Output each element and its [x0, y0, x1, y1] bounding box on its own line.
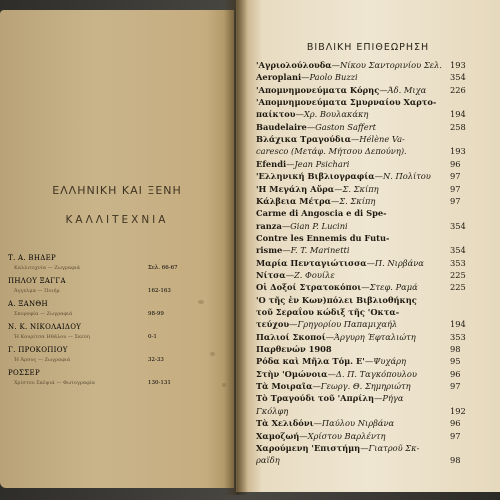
index-entry-title: Τὰ Χελιδόνι: [256, 418, 314, 429]
index-entry-text: Κάλβεια Μέτρα—Σ. Σκίπη: [256, 195, 376, 206]
index-entry-text: Χαρούμενη 'Επιστήμη—Γιατροῦ Σκ-: [256, 442, 420, 453]
index-line: [256, 332, 480, 345]
left-entry-pages: Σελ. 66-67: [148, 265, 178, 271]
index-page-number: 97: [450, 195, 461, 206]
index-entry-title: 'Ο τῆς ἐν Κων)πόλει Βιβλιοθήκης: [256, 294, 417, 305]
index-line: [256, 245, 480, 258]
index-entry-author: Ν. Πολίτου: [382, 171, 431, 182]
index-entry-author: Γρηγορίου Παπαμιχαήλ: [297, 319, 398, 330]
index-entry-text: παίκτου—Χρ. Βουλακάκη: [256, 109, 369, 120]
index-entry-text: 'Η Μεγάλη Αὔρα—Σ. Σκίπη: [256, 183, 379, 194]
left-entry-pages: 162-163: [148, 288, 171, 294]
index-entry-text: [256, 307, 399, 317]
index-entry-title: Τὸ Τραγούδι τοῦ 'Απρίλη: [256, 393, 375, 404]
index-entry-title: 'Η Μεγάλη Αὔρα: [256, 183, 335, 194]
index-page-number: 225: [450, 282, 466, 293]
index-entry-title: Baudelaire: [256, 121, 307, 132]
index-entry-title: 'Αγριολούλουδα: [256, 60, 332, 70]
index-entry-author: Paolo Buzzi: [309, 72, 358, 83]
index-page-number: 353: [450, 257, 466, 268]
left-entry-author: Γ. ΠΡΟΚΟΠΙΟΥ: [8, 346, 68, 354]
index-entry-text: Στὴν 'Ομώνοια—Δ. Π. Ταγκόπουλου: [256, 368, 417, 379]
index-page-number: 97: [450, 430, 461, 441]
left-entry-work: Ἡ Κουρίτσα Ηθάλου — Σκεύη: [14, 334, 90, 340]
index-entry-title: risme: [256, 245, 283, 256]
index-line: [256, 356, 480, 369]
left-entry-author: ΠΗΛΟΥ ΞΑΓΓΑ: [8, 277, 66, 285]
index-line: [256, 381, 480, 394]
left-entry-pages: 98-99: [148, 311, 164, 317]
index-line: [256, 406, 480, 419]
left-entry-author: Τ. Α. ΒΗΔΕΡ: [8, 254, 57, 262]
index-line: [256, 159, 480, 172]
index-entry-text: [256, 295, 417, 305]
page-stain: [222, 383, 226, 387]
index-line: [256, 134, 480, 147]
index-page-number: 354: [450, 220, 466, 231]
index-entry-author: Π. Νιρβάνα: [374, 257, 424, 268]
index-entry-author: Νίκου Σαντορινίου: [339, 60, 422, 70]
index-line: [256, 208, 480, 221]
index-entry-author: Άργυρη Έφταλιώτη: [334, 331, 416, 342]
index-page-number: 98: [450, 344, 461, 355]
index-entry-title: 'Απομνημονεύματα Κόρης: [256, 84, 380, 95]
index-entry-title: Carme di Angoscia e di Spe-: [256, 208, 387, 219]
index-entry-title: Βλάχικα Τραγούδια: [256, 134, 351, 145]
left-entry-work: Χρίστου Σκέψιά — Φωτογραφία: [14, 380, 96, 386]
index-entry-text: Τὰ Μοιραῖα—Γεωργ. Θ. Σημηριώτη: [256, 381, 411, 392]
index-page-number: 97: [450, 183, 461, 194]
index-entry-title: 'Απομνημονεύματα Σμυρναίου Χαρτο-: [256, 97, 437, 108]
index-page-number: 225: [450, 269, 466, 280]
index-entry-author: Δ. Π. Ταγκόπουλου: [335, 368, 417, 379]
index-entry-title: Ρόδα καὶ Μῆλα Τόμ. Ε': [256, 356, 365, 367]
index-line: [256, 443, 480, 456]
left-entry-work: Ἡ Άρσος — Ζωγραφιά: [14, 357, 71, 363]
index-entry-author: Παύλου Νιρβάνα: [321, 418, 395, 429]
index-line: [256, 319, 480, 332]
index-entry-author: Ρήγα: [382, 393, 404, 404]
left-entry-work: Σκυροφία — Ζωγραφιά: [14, 311, 73, 317]
index-entry-title: 'Ελληνική Βιβλιογραφία: [256, 171, 375, 182]
right-page-title: ΒΙΒΛΙΚΗ ΕΠΙΘΕΩΡΗΣΗ: [306, 42, 430, 53]
index-entry-author: Χρίστου Βαρλέντη: [307, 430, 386, 441]
index-line: [256, 295, 480, 308]
index-entry-title: τεύχου: [256, 319, 290, 330]
index-line: [256, 85, 480, 98]
index-line: [256, 455, 480, 468]
left-page: [0, 10, 234, 488]
index-line: [256, 146, 480, 159]
index-entry-text: [256, 233, 390, 243]
index-entry-title: Οἱ Δοξοί Στρατοκόποι: [256, 282, 362, 293]
left-entry-author: Α. ΞΑΝΘΗ: [8, 300, 48, 308]
index-entry-text: Τὰ Χελιδόνι—Παύλου Νιρβάνα: [256, 418, 395, 429]
index-line: [256, 109, 480, 122]
left-entry-work: Άγγελμα — Ποιήμ: [14, 288, 60, 294]
index-line: [256, 233, 480, 246]
index-entry-title: Τὰ Μοιραῖα: [256, 381, 313, 392]
index-entry-author: Hélène Va-: [359, 134, 405, 145]
index-page-number: 354: [450, 72, 466, 83]
left-entry-author: ΡΟΣΣΕΡ: [8, 369, 40, 377]
page-stain: [198, 300, 204, 304]
index-line: [256, 221, 480, 234]
index-line: [256, 60, 480, 73]
index-line: [256, 418, 480, 431]
index-line: [256, 393, 480, 406]
index-entry-text: Aeroplani—Paolo Buzzi: [256, 72, 358, 83]
index-entry-author: Jean Psichari: [294, 158, 350, 169]
left-page-title: ΕΛΛΗΝΙΚΗ ΚΑΙ ΞΕΝΗ: [52, 184, 182, 197]
index-entry-text: Χαμοζωή—Χρίστου Βαρλέντη: [256, 430, 386, 441]
index-entry-title: Aeroplani: [256, 72, 302, 83]
index-entry-text: Οἱ Δοξοί Στρατοκόποι—Στεφ. Ραμά: [256, 282, 418, 293]
index-entry-text: ranza—Gian P. Lucini: [256, 220, 348, 231]
index-entry-author: Σ. Σκίπη: [342, 183, 379, 194]
index-page-number: 97: [450, 381, 461, 392]
index-entry-text: [256, 208, 387, 218]
index-entry-author: Ψυχάρη: [373, 356, 406, 367]
index-entry-title: Χαμοζωή: [256, 430, 300, 441]
index-page-number: 194: [450, 109, 466, 120]
left-page-subtitle: ΚΑΛΛΙΤΕΧΝΙΑ: [65, 214, 169, 226]
book-gutter: [224, 0, 248, 495]
index-line: [256, 307, 480, 320]
index-entry-text: τεύχου—Γρηγορίου Παπαμιχαήλ: [256, 319, 398, 330]
index-entry-author: Γκόλφη: [256, 405, 289, 416]
index-entry-author: Γιατροῦ Σκ-: [368, 442, 420, 453]
index-line: [256, 196, 480, 209]
index-line: [256, 97, 480, 110]
index-entry-author: Χρ. Βουλακάκη: [303, 109, 369, 120]
index-page-number: 193: [450, 60, 466, 70]
left-entry-pages: 0-1: [148, 334, 157, 340]
index-entry-text: [256, 344, 332, 354]
index-page-number: 354: [450, 245, 466, 256]
index-entry-text: Βλάχικα Τραγούδια—Hélène Va-: [256, 134, 405, 145]
page-stain: [210, 352, 215, 356]
index-entry-title: Παρθενών 1908: [256, 344, 332, 355]
index-line: [256, 258, 480, 271]
index-entry-author: caresco: [256, 146, 289, 157]
index-page-number: 96: [450, 368, 461, 379]
index-entry-text: [256, 406, 288, 416]
index-entry-text: Παλιοί Σκοποί—Άργυρη Έφταλιώτη: [256, 331, 416, 342]
left-entry-pages: 130-131: [148, 380, 171, 386]
index-entry-title: Contre les Ennemis du Futu-: [256, 232, 390, 243]
index-entry-note: Σελ.: [423, 60, 443, 70]
index-entry-text: 'Αγριολούλουδα—Νίκου Σαντορινίου Σελ.: [256, 60, 443, 70]
index-entry-title: Νίτσα: [256, 269, 286, 280]
index-entry-text: Νίτσα—Ζ. Φουίλε: [256, 269, 335, 280]
index-line: [256, 72, 480, 85]
index-entry-note: (Μετάφ. Μήτσου Δεπούνη).: [291, 146, 407, 157]
index-entry-title: τοῦ Σεραΐου κώδιξ τῆς 'Οκτα-: [256, 307, 400, 317]
index-page-number: 96: [450, 158, 461, 169]
index-line: [256, 270, 480, 283]
index-page-number: 96: [450, 418, 461, 429]
index-entry-title: Χαρούμενη 'Επιστήμη: [256, 442, 361, 453]
index-line: [256, 369, 480, 382]
index-entry-text: [256, 97, 436, 107]
index-page-number: 98: [450, 455, 461, 466]
index-entry-text: Μαρία Πενταγιώτισσα—Π. Νιρβάνα: [256, 257, 424, 268]
index-page-number: 258: [450, 121, 466, 132]
index-page-number: 192: [450, 405, 466, 416]
index-entry-text: 'Ελληνική Βιβλιογραφία—Ν. Πολίτου: [256, 171, 431, 182]
index-entry-title: Κάλβεια Μέτρα: [256, 195, 331, 206]
index-entry-text: [256, 146, 407, 156]
index-entry-author: Σ. Σκίπη: [339, 195, 376, 206]
index-page-number: 97: [450, 171, 461, 182]
index-page-number: 193: [450, 146, 466, 157]
index-entry-author: ραϊδη: [256, 455, 280, 466]
index-entry-title: παίκτου: [256, 109, 296, 120]
index-entry-text: risme—F. T. Marinetti: [256, 245, 350, 256]
index-entry-author: Άδ. Μιχα: [387, 84, 427, 95]
index-line: [256, 184, 480, 197]
index-entry-author: Gaston Saffert: [315, 121, 377, 132]
index-entry-author: F. T. Marinetti: [290, 245, 350, 256]
index-page-number: 95: [450, 356, 461, 367]
index-entry-author: Στεφ. Ραμά: [369, 282, 418, 293]
index-page-number: 353: [450, 331, 466, 342]
index-entry-text: Efendi—Jean Psichari: [256, 158, 350, 169]
index-line: [256, 122, 480, 135]
index-entry-author: Gian P. Lucini: [290, 220, 348, 231]
index-entry-title: ranza: [256, 220, 282, 231]
index-entry-title: Παλιοί Σκοποί: [256, 331, 326, 342]
index-line: [256, 171, 480, 184]
index-line: [256, 282, 480, 295]
index-page-number: 226: [450, 84, 466, 95]
index-line: [256, 344, 480, 357]
index-entry-author: Ζ. Φουίλε: [293, 269, 335, 280]
index-entry-author: Γεωργ. Θ. Σημηριώτη: [320, 381, 411, 392]
left-entry-pages: 32-33: [148, 357, 164, 363]
index-entry-title: Efendi: [256, 158, 287, 169]
index-entry-text: Ρόδα καὶ Μῆλα Τόμ. Ε'—Ψυχάρη: [256, 356, 406, 367]
index-entry-text: Baudelaire—Gaston Saffert: [256, 121, 377, 132]
index-entry-text: [256, 455, 280, 465]
index-entry-text: 'Απομνημονεύματα Κόρης—Άδ. Μιχα: [256, 84, 427, 95]
index-entry-text: Τὸ Τραγούδι τοῦ 'Απρίλη—Ρήγα: [256, 393, 404, 404]
index-entry-title: Μαρία Πενταγιώτισσα: [256, 257, 367, 268]
index-line: [256, 431, 480, 444]
left-entry-work: Καλλιτεχνία — Ζωγραφιά: [14, 265, 81, 271]
left-entry-author: Ν. Κ. ΝΙΚΟΛΑΙΔΟΥ: [8, 323, 82, 331]
index-entry-title: Στὴν 'Ομώνοια: [256, 368, 328, 379]
index-page-number: 194: [450, 319, 466, 330]
